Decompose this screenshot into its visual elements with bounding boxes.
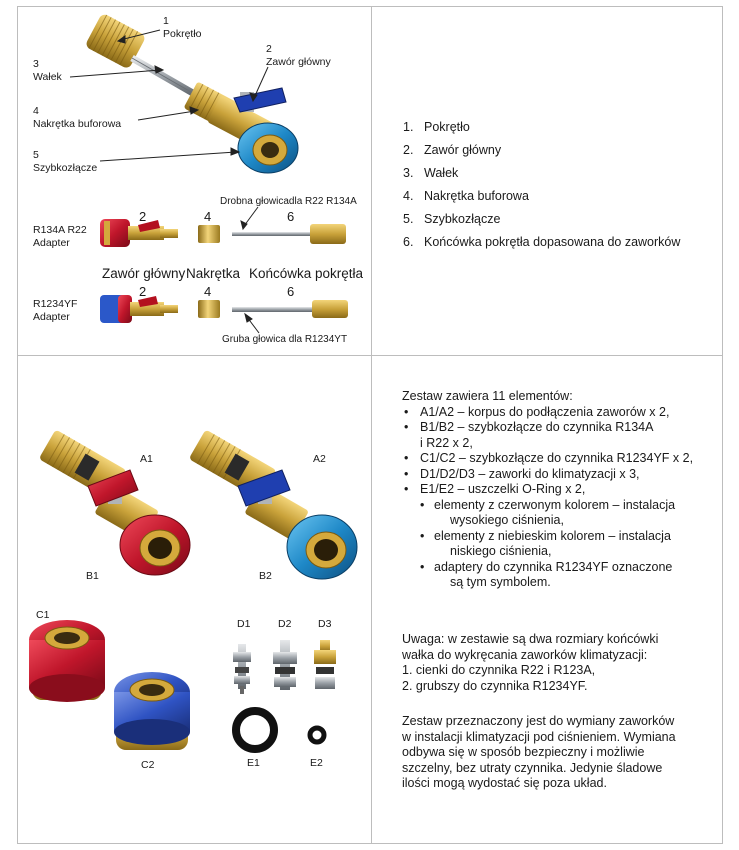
fine-head-label: Drobna głowicadla R22 R134A bbox=[220, 196, 357, 207]
adapter2-type: Adapter bbox=[33, 311, 70, 323]
list-item-label: Końcówka pokrętła dopasowana do zaworków bbox=[424, 235, 681, 249]
list-item-label: Zawór główny bbox=[424, 143, 502, 157]
kit-label-b2: B2 bbox=[259, 570, 272, 582]
list-item-label: Szybkozłącze bbox=[424, 212, 501, 226]
adapter1-num-6: 6 bbox=[287, 209, 295, 224]
callout-coupler-number: 5 bbox=[33, 149, 39, 161]
kit-label-b1: B1 bbox=[86, 570, 99, 582]
list-item: • A1/A2 – korpus do podłączenia zaworów x 2, bbox=[402, 405, 693, 421]
kit-label-d1: D1 bbox=[237, 618, 251, 630]
adapter2-num-2: 2 bbox=[139, 284, 147, 299]
adapter2-name: R1234YF bbox=[33, 298, 78, 310]
coarse-head-label: Gruba głowica dla R1234YT bbox=[222, 334, 348, 345]
list-item-number: 5. bbox=[403, 212, 414, 226]
adapter-r134a-row bbox=[100, 219, 346, 247]
list-item-line: i R22 x 2, bbox=[420, 435, 473, 450]
list-item: • C1/C2 – szybkozłącze do czynnika R1234YF x 2, bbox=[402, 451, 693, 467]
list-item bbox=[403, 231, 680, 254]
list-item: • E1/E2 – uszczelki O-Ring x 2, bbox=[402, 482, 693, 498]
list-item-label: Wałek bbox=[424, 166, 459, 180]
adapter1-name: R134A R22 bbox=[33, 224, 87, 236]
list-item-line: są tym symbolem. bbox=[450, 575, 551, 589]
list-item-label: Nakrętka buforowa bbox=[424, 189, 529, 203]
kit-intro: Zestaw zawiera 11 elementów: bbox=[402, 389, 573, 403]
kit-label-d3: D3 bbox=[318, 618, 332, 630]
callout-knob-number: 1 bbox=[163, 15, 169, 27]
adapter1-num-4: 4 bbox=[204, 209, 212, 224]
note-item: 2. grubszy do czynnika R1234YF. bbox=[402, 678, 588, 693]
note-item: 1. cienki do czynnika R22 i R123A, bbox=[402, 663, 596, 677]
kit-label-d2: D2 bbox=[278, 618, 292, 630]
kit-label-a1: A1 bbox=[140, 453, 153, 465]
kit-label-a2: A2 bbox=[313, 453, 326, 465]
callout-buffer-nut-label: Nakrętka buforowa bbox=[33, 118, 122, 130]
list-item-label: Pokrętło bbox=[424, 120, 470, 134]
footer-line: ilości mogą wydostać się poza układ. bbox=[402, 776, 607, 790]
list-item-line: wysokiego ciśnienia, bbox=[450, 513, 564, 527]
footer-line: szczelny, bez utraty czynnika. Jedynie śladowe bbox=[402, 760, 663, 775]
kit-a1-b1-image bbox=[39, 429, 190, 575]
list-item-number: 1. bbox=[403, 120, 414, 134]
footer-description bbox=[402, 714, 676, 792]
footer-line: Zestaw przeznaczony jest do wymiany zaworków bbox=[402, 714, 675, 728]
footer-line: w instalacji klimatyzacji pod ciśnieniem. Wymiana bbox=[402, 729, 676, 744]
list-item bbox=[402, 420, 693, 451]
callout-main-valve-number: 2 bbox=[266, 43, 272, 55]
note-line: wałka do wykręcania zaworków klimatyzacji: bbox=[402, 647, 648, 662]
note-section bbox=[402, 632, 658, 694]
kit-label-c2: C2 bbox=[141, 759, 155, 771]
adapter-r1234yf-row bbox=[100, 295, 348, 323]
list-item-number: 4. bbox=[403, 189, 414, 203]
part-label-tip: Końcówka pokrętła bbox=[249, 266, 364, 281]
list-item-line: adaptery do czynnika R1234YF oznaczone bbox=[434, 559, 673, 574]
list-item-number: 3. bbox=[403, 166, 414, 180]
adapter1-num-2: 2 bbox=[139, 209, 147, 224]
note-line: Uwaga: w zestawie są dwa rozmiary końcówki bbox=[402, 632, 659, 646]
list-item-number: 6. bbox=[403, 235, 414, 249]
kit-label-c1: C1 bbox=[36, 609, 50, 621]
kit-label-e1: E1 bbox=[247, 757, 260, 769]
list-item bbox=[403, 185, 680, 208]
callout-knob-label: Pokrętło bbox=[163, 28, 202, 40]
list-item-line: elementy z niebieskim kolorem – instalacja bbox=[434, 528, 671, 543]
list-item bbox=[403, 139, 680, 162]
list-item-line: B1/B2 – szybkozłącze do czynnika R134A bbox=[420, 420, 654, 434]
list-item bbox=[402, 498, 693, 529]
adapter2-num-4: 4 bbox=[204, 284, 212, 299]
list-item bbox=[402, 529, 693, 560]
list-item-line: elementy z czerwonym kolorem – instalacja bbox=[434, 497, 676, 512]
kit-c2-image bbox=[114, 672, 190, 750]
kit-d-valves-image bbox=[233, 640, 336, 694]
callout-main-valve-label: Zawór główny bbox=[266, 56, 331, 68]
list-item: • D1/D2/D3 – zaworki do klimatyzacji x 3, bbox=[402, 467, 693, 483]
adapter2-num-6: 6 bbox=[287, 284, 295, 299]
kit-a2-b2-image bbox=[189, 429, 357, 579]
callout-shaft-number: 3 bbox=[33, 58, 39, 70]
kit-label-e2: E2 bbox=[310, 757, 323, 769]
kit-color-notes bbox=[402, 498, 693, 591]
kit-e-orings-image bbox=[236, 711, 324, 749]
kit-description bbox=[402, 389, 693, 591]
kit-contents-list bbox=[402, 405, 693, 498]
callout-shaft-label: Wałek bbox=[33, 71, 62, 83]
list-item bbox=[403, 162, 680, 185]
list-item-number: 2. bbox=[403, 143, 414, 157]
part-label-valve: Zawór główny bbox=[102, 266, 186, 281]
list-item-line: niskiego ciśnienia, bbox=[450, 544, 552, 558]
list-item bbox=[403, 116, 680, 139]
parts-list bbox=[403, 116, 680, 254]
part-label-nut: Nakrętka bbox=[186, 266, 241, 281]
callout-buffer-nut-number: 4 bbox=[33, 105, 39, 117]
adapter1-type: Adapter bbox=[33, 237, 70, 249]
list-item bbox=[402, 560, 693, 591]
callout-coupler-label: Szybkozłącze bbox=[33, 162, 98, 174]
footer-line: odbywa się w sposób bezpieczny i możliwie bbox=[402, 745, 645, 759]
list-item bbox=[403, 208, 680, 231]
kit-c1-image bbox=[29, 620, 105, 702]
